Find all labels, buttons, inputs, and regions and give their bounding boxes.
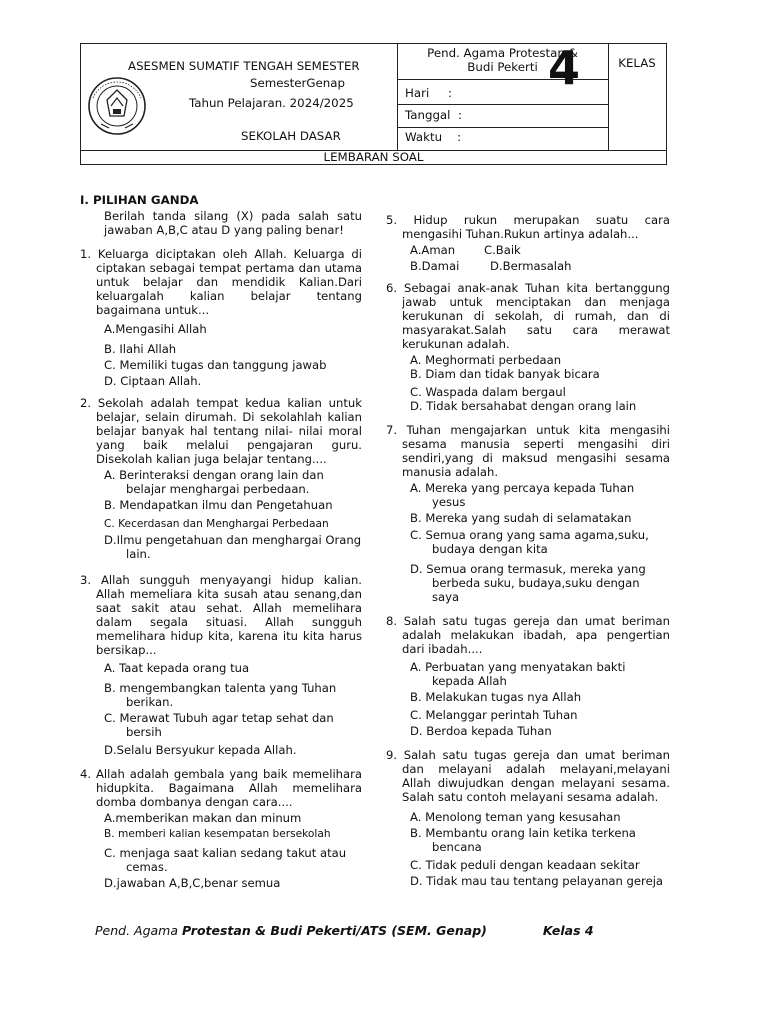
section-title: I. PILIHAN GANDA	[80, 193, 199, 207]
option-d[interactable]: D. Ciptaan Allah.	[104, 374, 202, 388]
option-b[interactable]: B.Damai	[410, 259, 460, 273]
waktu-field: Waktu :	[405, 130, 462, 144]
option-b[interactable]: B. Mendapatkan ilmu dan Pengetahuan	[104, 498, 333, 512]
tanggal-field: Tanggal :	[405, 108, 462, 122]
kelas-label: KELAS	[618, 56, 656, 70]
option-c[interactable]: C. Waspada dalam bergaul	[410, 385, 566, 399]
option-d[interactable]: D.jawaban A,B,C,benar semua	[104, 876, 281, 890]
option-c[interactable]: C. Memiliki tugas dan tanggung jawab	[104, 358, 327, 372]
question-5	[386, 213, 670, 273]
hari-field: Hari :	[405, 86, 452, 100]
option-a[interactable]: A. Perbuatan yang menyatakan bakti kepada Allah	[410, 660, 626, 688]
option-a[interactable]: A. Berinteraksi dengan orang lain dan belajar menghargai perbedaan.	[104, 468, 324, 496]
option-d[interactable]: D. Berdoa kepada Tuhan	[410, 724, 552, 738]
option-c[interactable]: C. Tidak peduli dengan keadaan sekitar	[410, 858, 640, 872]
option-c[interactable]: C. Semua orang yang sama agama,suku, budaya dengan kita	[410, 528, 649, 556]
right-column	[386, 213, 670, 888]
question-text: 8. Salah satu tugas gereja dan umat beriman adalah melakukan ibadah, apa pengertian dari ibadah....	[386, 614, 670, 656]
option-a[interactable]: A. Mereka yang percaya kepada Tuhan yesus	[410, 481, 635, 509]
question-7	[386, 423, 670, 604]
tut-wuri-handayani-logo	[87, 76, 147, 136]
left-column	[80, 193, 362, 890]
option-c[interactable]: C. Melanggar perintah Tuhan	[410, 708, 578, 722]
question-text: 1. Keluarga diciptakan oleh Allah. Keluarga di ciptakan sebagai tempat pertama dan utama untuk belajar dan mendidik Kalian.Dari keluargalah kalian belajar tentang bagaimana untuk...	[80, 247, 362, 317]
question-2	[80, 396, 362, 561]
footer-class: Kelas 4	[542, 923, 594, 938]
divider	[397, 104, 608, 105]
exam-title: ASESMEN SUMATIF TENGAH SEMESTER	[128, 59, 360, 73]
option-d[interactable]: D.Selalu Bersyukur kepada Allah.	[104, 743, 297, 757]
question-text: 5. Hidup rukun merupakan suatu cara mengasihi Tuhan.Rukun artinya adalah...	[386, 213, 670, 241]
footer-subject: Protestan & Budi Pekerti/ATS (SEM. Genap)	[182, 923, 487, 938]
option-d[interactable]: D. Semua orang termasuk, mereka yang berbeda suku, budaya,suku dengan saya	[410, 562, 646, 604]
lembaran-soal-label: LEMBARAN SOAL	[323, 150, 424, 164]
semester-label: SemesterGenap	[250, 76, 345, 90]
page-footer	[95, 924, 655, 938]
footer-subject-prefix: Pend. Agama	[95, 923, 182, 938]
option-a[interactable]: A.memberikan makan dan minum	[104, 811, 302, 825]
option-c[interactable]: C. menjaga saat kalian sedang takut atau cemas.	[104, 846, 347, 874]
option-d[interactable]: D. Tidak mau tau tentang pelayanan gereja	[410, 874, 664, 888]
option-c[interactable]: C. Merawat Tubuh agar tetap sehat dan bersih	[104, 711, 334, 739]
question-text: 9. Salah satu tugas gereja dan umat beriman dan melayani adalah melayani,melayani Allah diwujudkan dengan melayani sesama. Salah satu contoh melayani sesama adalah.	[386, 748, 670, 804]
question-text: 7. Tuhan mengajarkan untuk kita mengasihi sesama manusia seperti mengasihi diri sendiri,yang di maksud mengasihi sesama manusia adalah.	[386, 423, 670, 479]
option-b[interactable]: B. mengembangkan talenta yang Tuhan berikan.	[104, 681, 337, 709]
option-b[interactable]: B. memberi kalian kesempatan bersekolah	[104, 828, 331, 840]
question-text: 3. Allah sungguh menyayangi hidup kalian. Allah memeliara kita susah atau senang,dan saat sakit atau sehat. Allah memelihara dalam segala situasi. Allah sungguh memelihara hidup kita, karena itu kita harus bersikap...	[80, 573, 362, 657]
option-d[interactable]: D.Bermasalah	[490, 259, 572, 273]
question-text: 6. Sebagai anak-anak Tuhan kita bertanggung jawab untuk menciptakan dan menjaga kerukunan di sekolah, di rumah, dan di masyarakat.Salah satu cara merawat kerukunan adalah.	[386, 281, 670, 351]
option-a[interactable]: A.Mengasihi Allah	[104, 322, 207, 336]
subject-line-2: Budi Pekerti	[467, 60, 538, 74]
question-text: 2. Sekolah adalah tempat kedua kalian untuk belajar, selain dirumah. Di sekolahlah kalian belajar banyak hal tentang nilai- nilai moral yang baik melalui pengajaran guru. Disekolah kalian juga belajar tentang....	[80, 396, 362, 466]
question-text: 4. Allah adalah gembala yang baik memelihara hidupkita. Bagaimana Allah memelihara domba dombanya dengan cara....	[80, 767, 362, 809]
question-9	[386, 748, 670, 888]
option-a[interactable]: A. Taat kepada orang tua	[104, 661, 250, 675]
option-c[interactable]: C.Baik	[484, 243, 521, 257]
question-8	[386, 614, 670, 738]
option-b[interactable]: B. Melakukan tugas nya Allah	[410, 690, 582, 704]
option-c[interactable]: C. Kecerdasan dan Menghargai Perbedaan	[104, 518, 329, 530]
section-instructions: Berilah tanda silang (X) pada salah satu jawaban A,B,C atau D yang paling benar!	[104, 209, 362, 237]
school-level: SEKOLAH DASAR	[241, 129, 341, 143]
option-a[interactable]: A. Menolong teman yang kesusahan	[410, 810, 621, 824]
option-b[interactable]: B. Membantu orang lain ketika terkena bencana	[410, 826, 636, 854]
option-d[interactable]: D.Ilmu pengetahuan dan menghargai Orang lain.	[104, 533, 362, 561]
option-b[interactable]: B. Ilahi Allah	[104, 342, 177, 356]
question-1	[80, 247, 362, 388]
subject-line-1: Pend. Agama Protestan &	[427, 46, 578, 60]
divider	[397, 127, 608, 128]
option-b[interactable]: B. Mereka yang sudah di selamatakan	[410, 511, 632, 525]
option-b[interactable]: B. Diam dan tidak banyak bicara	[410, 367, 600, 381]
question-4	[80, 767, 362, 890]
option-a[interactable]: A.Aman	[410, 243, 456, 257]
option-a[interactable]: A. Meghormati perbedaan	[410, 353, 562, 367]
option-d[interactable]: D. Tidak bersahabat dengan orang lain	[410, 399, 637, 413]
kelas-number: 4	[547, 41, 580, 95]
question-6	[386, 281, 670, 413]
question-3	[80, 573, 362, 757]
academic-year: Tahun Pelajaran. 2024/2025	[189, 96, 354, 110]
